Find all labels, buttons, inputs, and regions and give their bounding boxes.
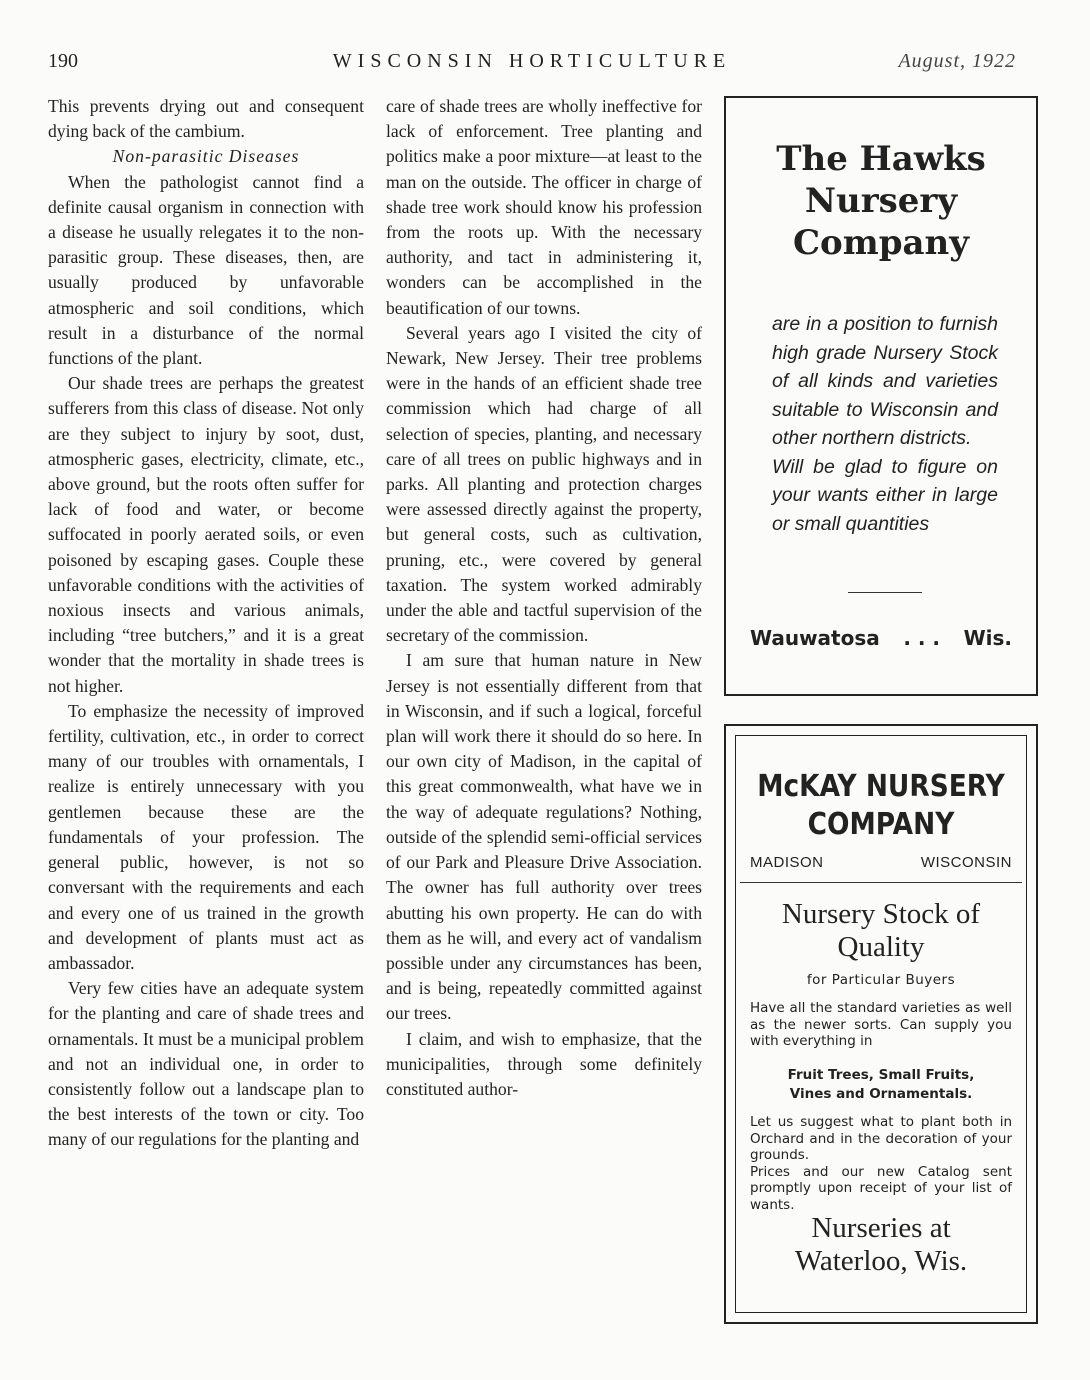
section-subheading: Non-parasitic Diseases [112,146,300,167]
heading-line: Quality [837,931,925,963]
location-line: Nurseries at [811,1212,951,1244]
products-line: Vines and Ornamentals. [789,1086,973,1102]
prices-paragraph: Prices and our new Catalog sent promptly upon receipt of your list of wants. [750,1163,1012,1213]
divider [740,882,1022,883]
ad-name-line: McKAY NURSERY [757,769,1005,804]
ad-name-line: The Hawks [776,139,986,179]
ad-body-text: Will be glad to figure on your wants either in large or small quantities [772,455,998,535]
mckay-company-name [753,768,1008,844]
ad-inner-frame [735,735,1027,1313]
heading-line: Nursery Stock of [781,898,981,930]
have-text: Have all the standard varieties as well as the newer sorts. Can supply you with everything in [750,1000,1012,1049]
paragraph: This prevents drying out and consequent dying back of the cambium. [48,96,364,142]
hawks-nursery-ad [724,96,1038,696]
suggest-paragraph: Let us suggest what to plant both in Orchard and in the decoration of your grounds. [750,1114,1012,1163]
paragraph: I claim, and wish to emphasize, that the municipalities, through some definitely constituted author- [386,1028,702,1099]
products-list [736,1066,1026,1104]
mckay-city-line [750,854,1012,871]
hawks-company-name [726,138,1036,264]
ad-name-line: Nursery [804,181,958,221]
nursery-stock-heading [736,898,1026,964]
location-separator: . . . [903,626,941,650]
journal-title: WISCONSIN HORTICULTURE [332,50,732,72]
nurseries-location [736,1212,1026,1278]
page-number: 190 [48,50,78,72]
article-column-1 [48,94,364,1153]
ad-name-line: COMPANY [807,807,955,842]
for-buyers-line: for Particular Buyers [806,972,956,988]
paragraph: Our shade trees are perhaps the greatest sufferers from this class of disease. Not only are they subject to injury by soot, dust, atmospheric gases, electricity, climate, etc., above ground, but the roots often suffer for lack of food and water, or become suffocated in poorly aerated soils, or even poisoned by escaping gases. Couple these unfavorable conditions with the activities of noxious insects and various animals, including “tree butchers,” and it is a great wonder that the mortality in shade trees is not higher. [48,373,364,696]
paragraph: When the pathologist cannot find a definite causal organism in connection with a disease he usually relegates it to the non-parasitic group. These diseases, then, are usually produced by unfavorable atmospheric and soil conditions, which result in a disturbance of the normal functions of the plant. [48,171,364,369]
paragraph: Very few cities have an adequate system for the planting and care of shade trees and ornamentals. It must be a municipal problem and not an individual one, in order to consistently follow out a landscape plan to the best interests of the town or city. Too many of our regulations for the planting and [48,978,364,1150]
location-city: Wauwatosa [750,626,880,650]
paragraph: care of shade trees are wholly ineffective for lack of enforcement. Tree planting and politics make a poor mixture—at least to the man on the outside. The officer in charge of shade tree work should know his profession from the roots up. With the necessary authority, and tact in administering it, wonders can be accomplished in the beautification of our towns. [386,96,702,318]
ad-name-line: Company [793,223,969,263]
paragraph: To emphasize the necessity of improved fertility, cultivation, etc., in order to correct many of our troubles with ornamentals, I realize is entirely unnecessary with you gentlemen because these are the fundamentals of your profession. The general public, however, is not so conversant with the requirements and each and every one of us trained in the growth and development of plants must act as ambassador. [48,700,364,973]
paragraph: I am sure that human nature in New Jersey is not essentially different from that in Wisconsin, and if such a logical, forceful plan will work there it should do so here. In our own city of Madison, in the capital of this great commonwealth, what have we in the way of adequate regulations? Nothing, outside of the splendid semi-official services of our Park and Pleasure Drive Association. The owner has full authority over trees abutting his own property. He can do with them as he will, and every act of vandalism possible under any circumstances has been, and is being, repeatedly committed against our trees. [386,650,702,1024]
location-state: Wis. [963,626,1012,650]
hawks-ad-body [772,310,998,538]
mckay-nursery-ad [724,724,1038,1324]
products-line: Fruit Trees, Small Fruits, [787,1067,975,1083]
article-column-2 [386,94,702,1102]
paragraph: Several years ago I visited the city of Newark, New Jersey. Their tree problems were in the hands of an efficient shade tree commission which had charge of all selection of species, planting, and necessary care of all trees on public highways and in parks. All planting and protection charges were assessed directly against the property, but general costs, such as cultivation, pruning, etc., were covered by general taxation. The system worked admirably under the able and tactful supervision of the secretary of the commission. [386,322,702,646]
page-header [48,50,1016,78]
ad-body-text: are in a position to furnish high grade Nursery Stock of all kinds and varieties suitable to Wisconsin and other northern districts. [772,313,998,449]
hawks-location [750,626,1012,650]
suggest-text [750,1114,1012,1213]
location-line: Waterloo, Wis. [794,1245,968,1277]
divider [848,592,922,593]
city: MADISON [750,854,824,871]
state: WISCONSIN [920,854,1012,871]
issue-date: August, 1922 [898,50,1016,72]
